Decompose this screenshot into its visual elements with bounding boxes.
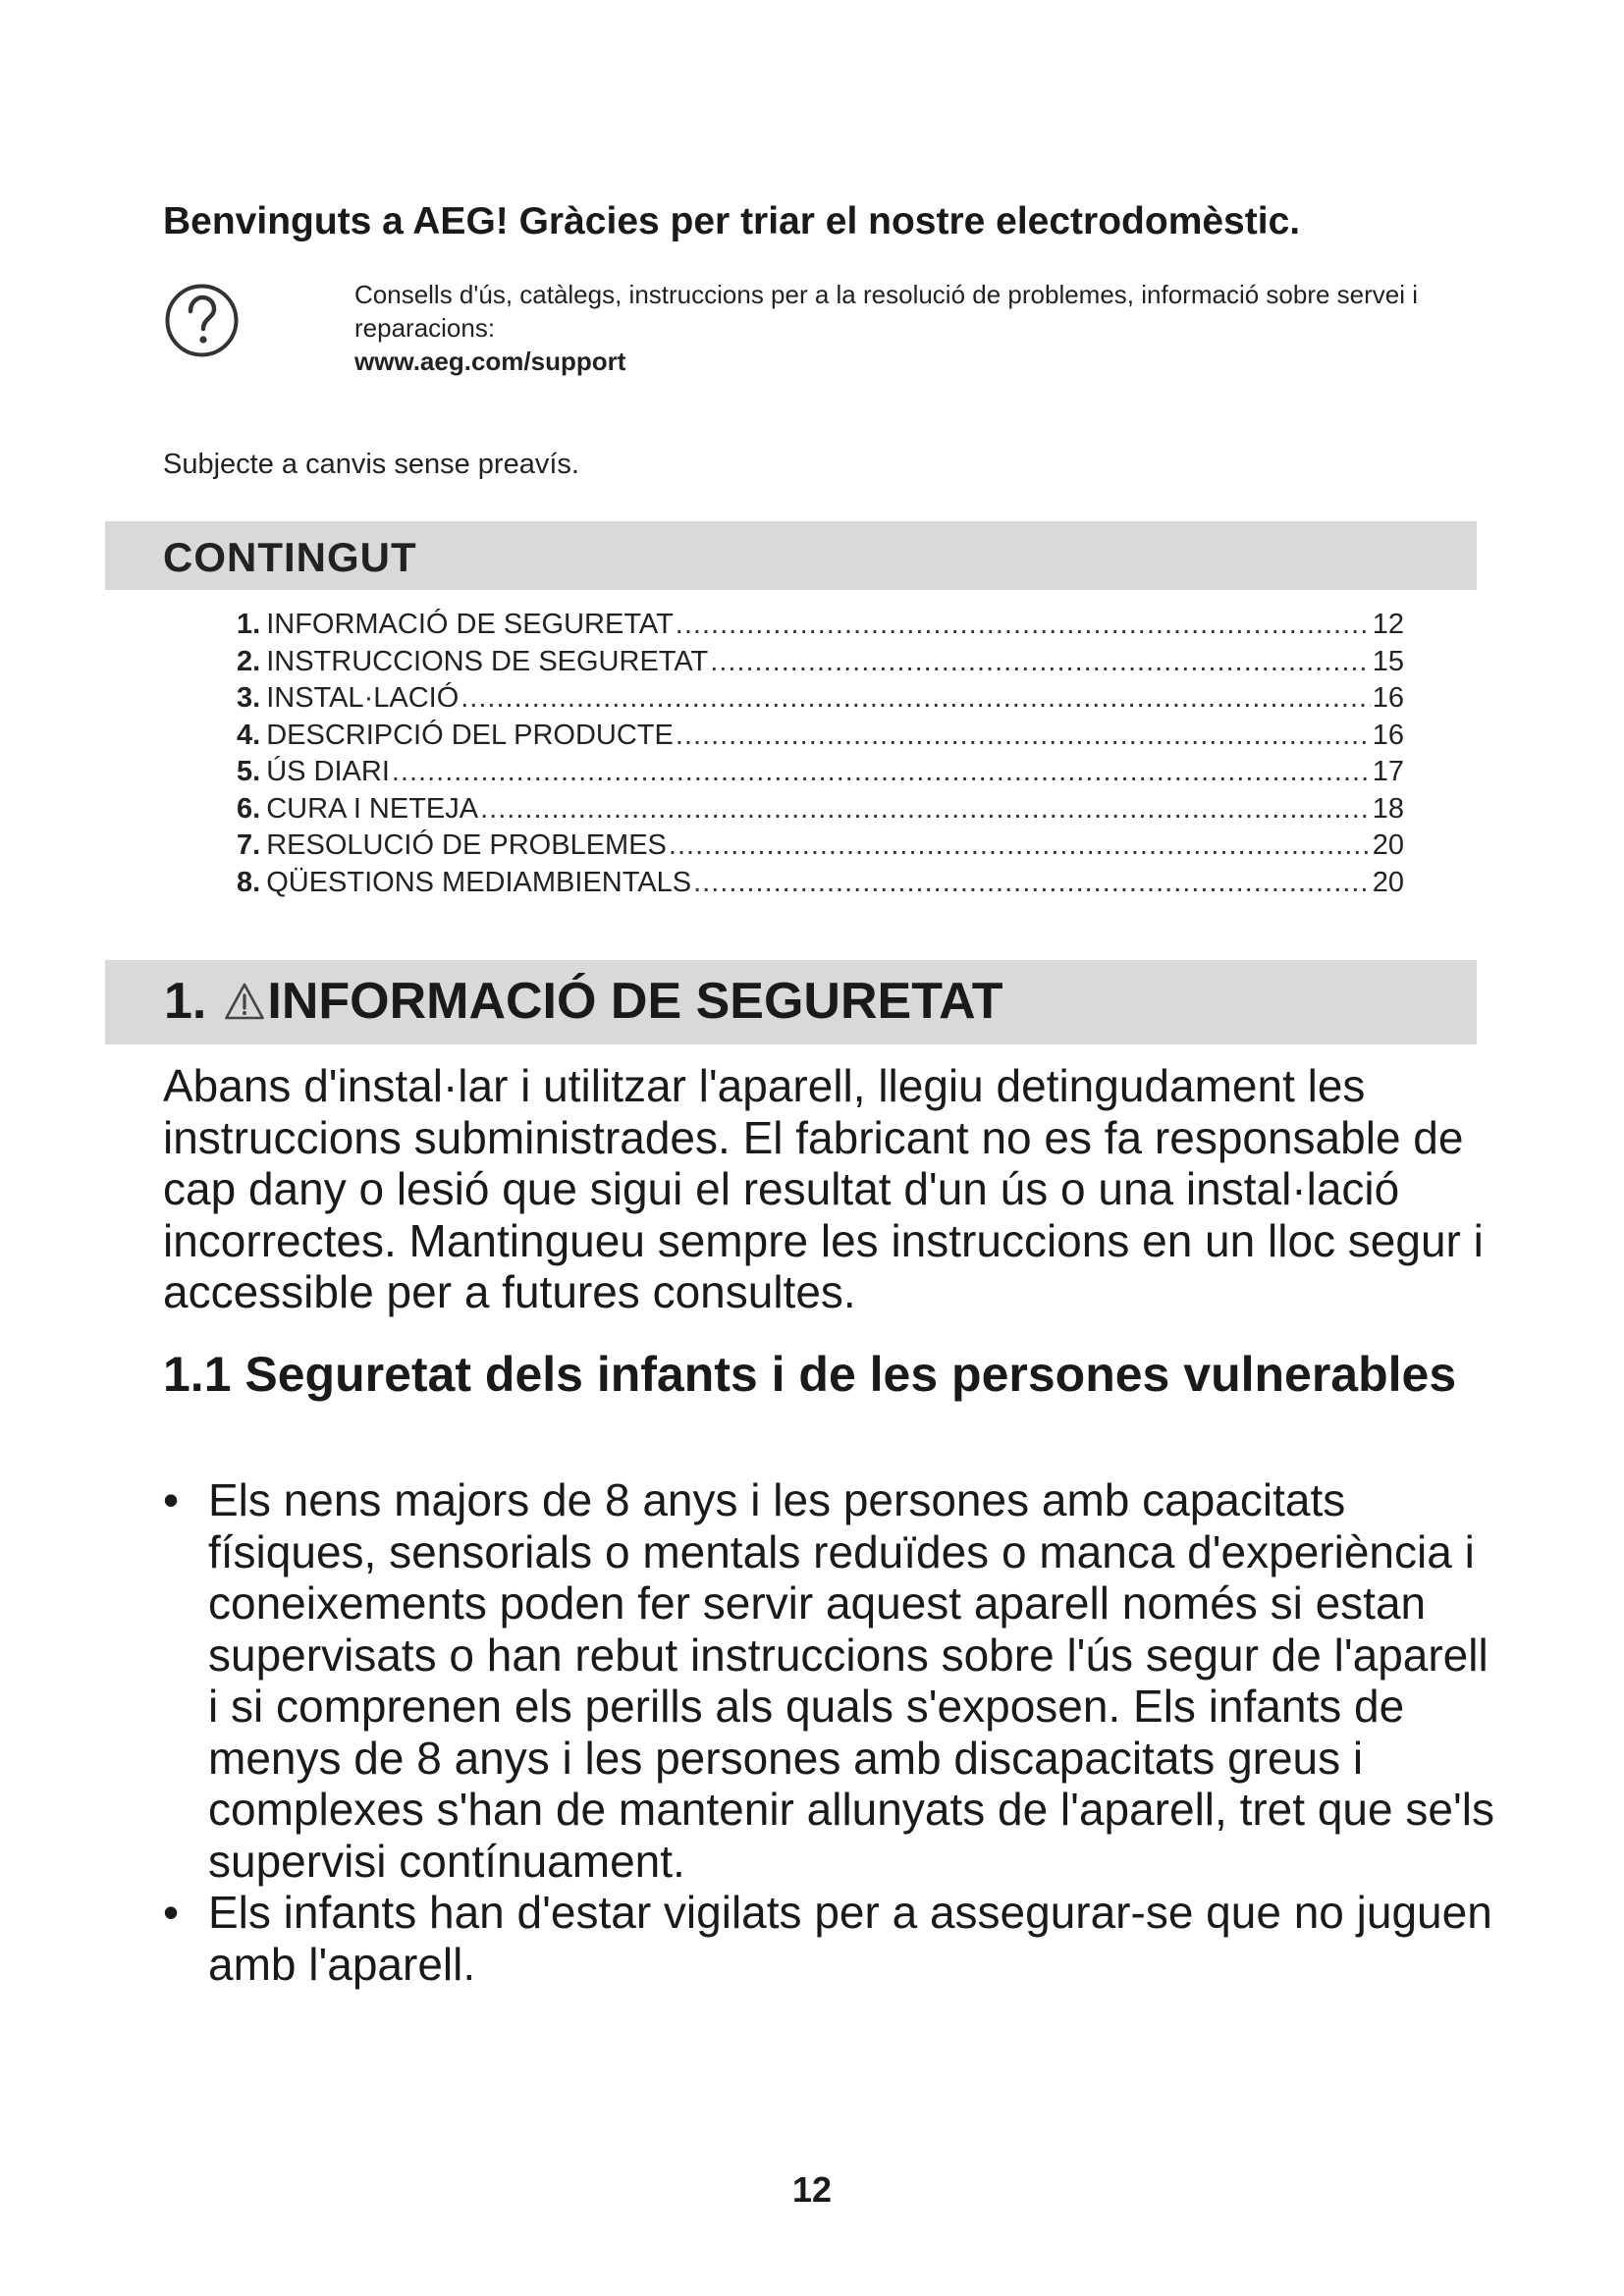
toc-item-page: 18 <box>1372 792 1404 825</box>
bullet-text: Els nens majors de 8 anys i les persones amb capacitats físiques, sensorials o mentals reduïdes o manca d'experiència i coneixements poden fer servir aquest aparell només si estan supervisats o han rebut instruccions sobre l'ús segur de l'aparell i si comprenen els perills als quals s'exposen. Els infants de menys de 8 anys i les persones amb discapacitats greus i complexes s'han de mantenir allunyats de l'aparell, tret que se'ls supervisi contínuament. <box>208 1474 1494 1887</box>
toc-leader-dots <box>676 718 1371 755</box>
toc-leader-dots <box>669 828 1371 865</box>
toc-item-number: 1. <box>237 609 261 640</box>
toc-item-page: 20 <box>1372 866 1404 898</box>
toc-item-page: 15 <box>1372 645 1404 677</box>
intro-paragraph: Abans d'instal·lar i utilitzar l'aparell, llegiu detingudament les instruccions subministrades. El fabricant no es fa responsable de cap dany o lesió que sigui el resultat d'un ús o una instal·lació incorrectes. Mantingueu sempre les instruccions en un lloc segur i accessible per a futures consultes. <box>163 1060 1484 1317</box>
toc-leader-dots <box>480 791 1371 828</box>
toc-item-label: ÚS DIARI <box>266 756 390 787</box>
toc-leader-dots <box>676 607 1371 644</box>
toc-item[interactable] <box>237 828 1404 865</box>
section-title-text: INFORMACIÓ DE SEGURETAT <box>267 973 1003 1030</box>
toc-item-label: DESCRIPCIÓ DEL PRODUCTE <box>266 719 674 751</box>
toc-item-label: QÜESTIONS MEDIAMBIENTALS <box>266 866 692 898</box>
toc-item-label: INSTRUCCIONS DE SEGURETAT <box>266 645 709 677</box>
question-mark-icon <box>164 283 240 358</box>
page-number: 12 <box>791 2169 833 2210</box>
toc-item-page: 20 <box>1372 829 1404 861</box>
list-item <box>163 1887 1498 1990</box>
toc-item-page: 12 <box>1372 609 1404 640</box>
welcome-heading: Benvinguts a AEG! Gràcies per triar el nostre electrodomèstic. <box>163 200 1301 242</box>
toc-item-page: 17 <box>1372 756 1404 787</box>
toc-item-label: RESOLUCIÓ DE PROBLEMES <box>266 829 667 861</box>
toc-item[interactable] <box>237 865 1404 902</box>
support-link[interactable]: www.aeg.com/support <box>354 347 626 376</box>
toc-item-page: 16 <box>1372 682 1404 714</box>
toc-item[interactable] <box>237 754 1404 791</box>
section-number: 1. <box>164 973 207 1030</box>
toc-item-label: INFORMACIÓ DE SEGURETAT <box>266 609 674 640</box>
table-of-contents <box>237 607 1404 901</box>
toc-leader-dots <box>392 754 1371 791</box>
bullet-text: Els infants han d'estar vigilats per a assegurar-se que no juguen amb l'aparell. <box>208 1887 1492 1990</box>
support-info <box>354 278 1454 378</box>
toc-item-label: INSTAL·LACIÓ <box>266 682 460 714</box>
toc-item-number: 8. <box>237 866 261 898</box>
toc-item-number: 2. <box>237 645 261 677</box>
subsection-title: 1.1 Seguretat dels infants i de les persones vulnerables <box>163 1347 1457 1402</box>
section-title <box>164 972 1003 1031</box>
toc-title: CONTINGUT <box>163 534 417 580</box>
support-description: Consells d'ús, catàlegs, instruccions per a la resolució de problemes, informació sobre servei i reparacions: <box>354 280 1419 343</box>
toc-leader-dots <box>710 644 1370 681</box>
toc-item-number: 5. <box>237 756 261 787</box>
toc-item-number: 4. <box>237 719 261 751</box>
bullet-marker: • <box>163 1887 180 1938</box>
toc-item[interactable] <box>237 791 1404 828</box>
change-notice: Subjecte a canvis sense preavís. <box>163 449 579 480</box>
toc-item-number: 6. <box>237 792 261 825</box>
toc-item-number: 7. <box>237 829 261 861</box>
toc-item[interactable] <box>237 718 1404 755</box>
safety-bullet-list <box>163 1474 1498 1990</box>
bullet-marker: • <box>163 1474 180 1525</box>
warning-triangle-icon <box>224 982 265 1021</box>
toc-item-number: 3. <box>237 682 261 714</box>
toc-item[interactable] <box>237 607 1404 644</box>
toc-item-page: 16 <box>1372 719 1404 751</box>
list-item <box>163 1474 1498 1887</box>
toc-leader-dots <box>693 865 1371 902</box>
toc-item[interactable] <box>237 644 1404 681</box>
toc-leader-dots <box>460 680 1370 718</box>
toc-item[interactable] <box>237 680 1404 718</box>
toc-item-label: CURA I NETEJA <box>266 792 479 825</box>
